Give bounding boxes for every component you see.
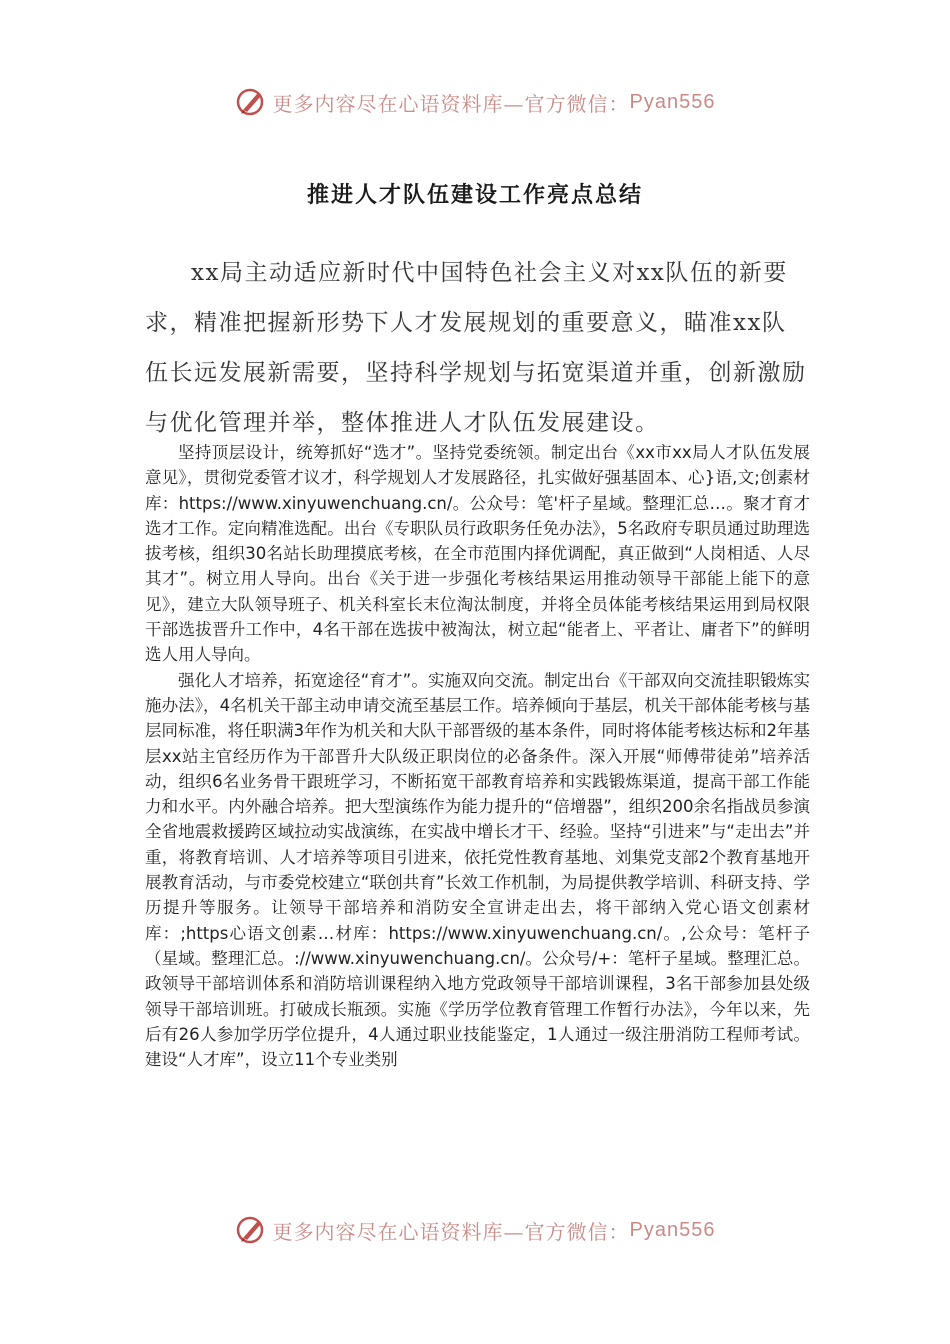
watermark-text: 更多内容尽在心语资料库—官方微信： (272, 1219, 630, 1244)
intro-paragraph: xx局主动适应新时代中国特色社会主义对xx队伍的新要求，精准把握新形势下人才发展规划的重要意义，瞄准xx队伍长远发展新需要，坚持科学规划与拓宽渠道并重，创新激励与优化管理并举，整体推进人才队伍发展建设。 (145, 260, 807, 436)
document-body (145, 440, 810, 1072)
watermark-text: 更多内容尽在心语资料库—官方微信： (272, 91, 630, 116)
pen-logo-icon (235, 1214, 267, 1246)
header-watermark (0, 82, 950, 122)
document-title: 推进人才队伍建设工作亮点总结 (306, 183, 643, 208)
watermark-wechat-id: Pyan556 (629, 1218, 716, 1241)
watermark-wechat-id: Pyan556 (629, 90, 716, 113)
pen-logo-icon (235, 86, 267, 118)
body-paragraph: 强化人才培养，拓宽途径“育才”。实施双向交流。制定出台《干部双向交流挂职锻炼实施办法》，4名机关干部主动申请交流至基层工作。培养倾向于基层，机关干部体能考核与基层同标准，将任职满3年作为机关和大队干部晋级的基本条件，同时将体能考核达标和2年基层xx站主官经历作为干部晋升大队级正职岗位的必备条件。深入开展“师傅带徒弟”培养活动，组织6名业务骨干跟班学习，不断拓宽干部教育培养和实践锻炼渠道，提高干部工作能力和水平。内外融合培养。把大型演练作为能力提升的“倍增器”，组织200余名指战员参演全省地震救援跨区域拉动实战演练，在实战中增长才干、经验。坚持“引进来”与“走出去”并重，将教育培训、人才培养等项目引进来，依托党性教育基地、刘集党支部2个教育基地开展教育活动，与市委党校建立“联创共育”长效工作机制，为局提供教学培训、科研支持、学历提升等服务。让领导干部培养和消防安全宣讲走出去，将干部纳入党心语文创素材库：;https心语文创素…材库：https://www.xinyuwenchuang.cn/。,公众号：笔杆子（星域。整理汇总。://www.xinyuwenchuang.cn/。公众号/+：笔杆子星域。整理汇总。政领导干部培训体系和消防培训课程纳入地方党政领导干部培训课程，3名干部参加县处级领导干部培训班。打破成长瓶颈。实施《学历学位教育管理工作暂行办法》，今年以来，先后有26人参加学历学位提升，4人通过职业技能鉴定，1人通过一级注册消防工程师考试。建设“人才库”，设立11个专业类别 (145, 670, 810, 1070)
body-paragraph: 坚持顶层设计，统筹抓好“选才”。坚持党委统领。制定出台《xx市xx局人才队伍发展意见》，贯彻党委管才议才，科学规划人才发展路径，扎实做好强基固本、心}语,文;创素材库：https://www.xinyuwenchuang.cn/。公众号：笔'杆子星域。整理汇总…。聚才育才选才工作。定向精准选配。出台《专职队员行政职务任免办法》，5名政府专职员通过助理选拔考核，组织30名站长助理摸底考核，在全市范围内择优调配，真正做到“人岗相适、人尽其才”。树立用人导向。出台《关于进一步强化考核结果运用推动领导干部能上能下的意见》，建立大队领导班子、机关科室长末位淘汰制度，并将全员体能考核结果运用到局权限干部选拔晋升工作中，4名干部在选拔中被淘汰，树立起“能者上、平者让、庸者下”的鲜明选人用人导向。 (145, 443, 810, 665)
footer-watermark (0, 1210, 950, 1250)
